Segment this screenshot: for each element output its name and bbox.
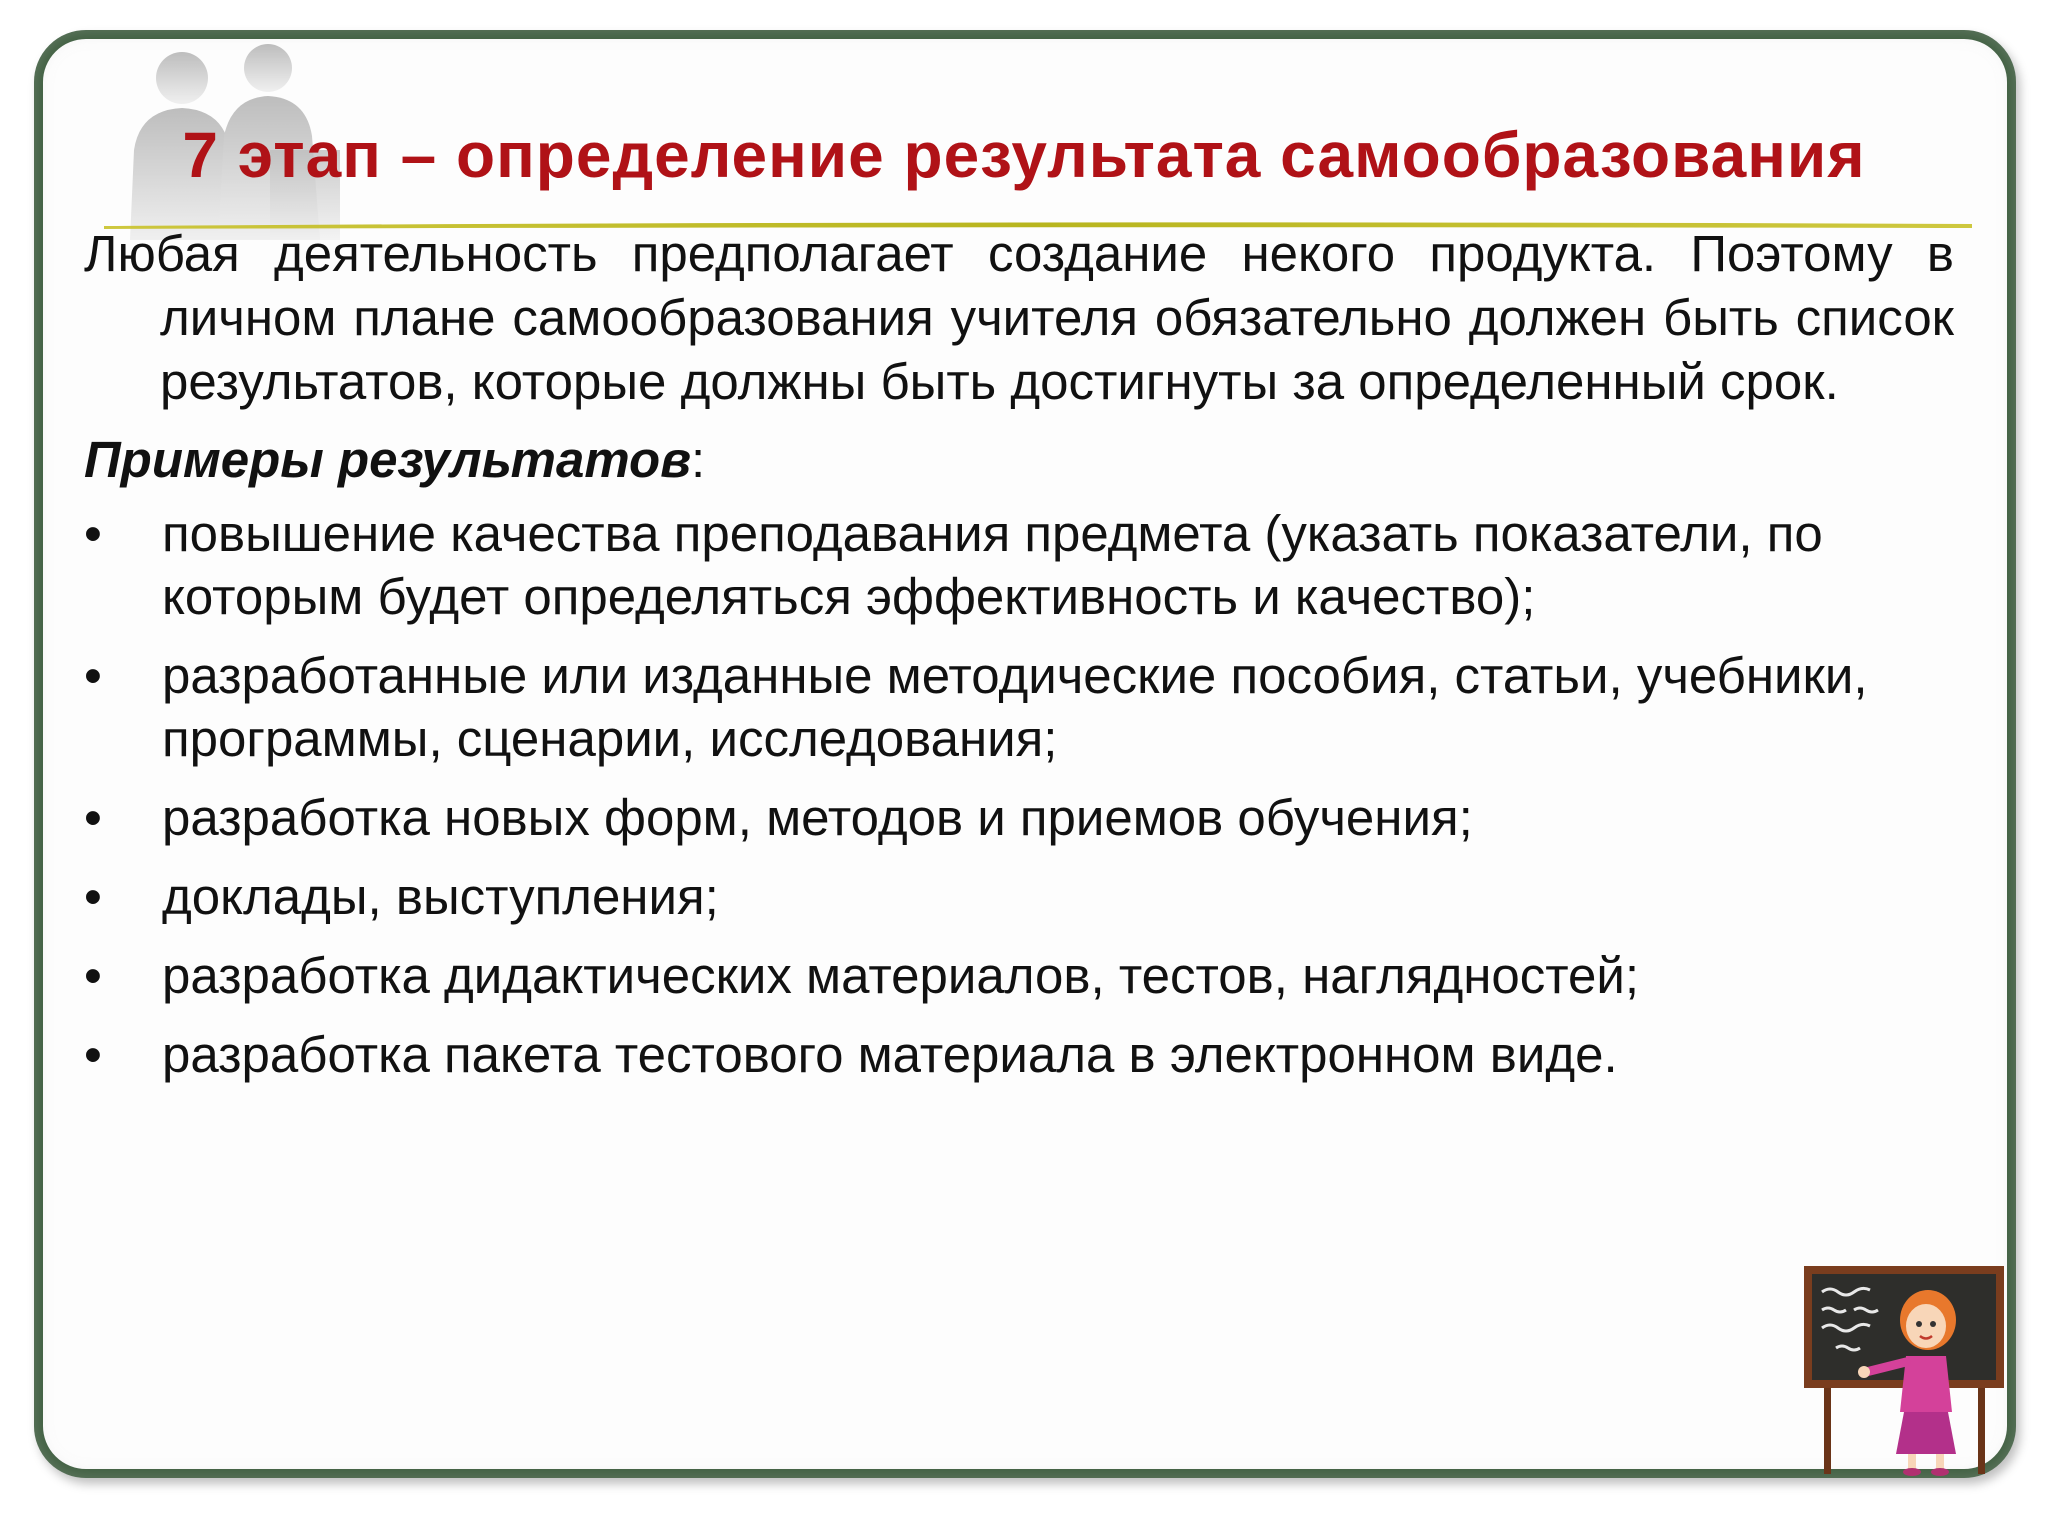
list-item bbox=[84, 865, 1954, 928]
list-item-text: разработка дидактических материалов, тестов, наглядностей; bbox=[162, 947, 1640, 1004]
teacher-blackboard-icon bbox=[1796, 1262, 2016, 1477]
bullet: • bbox=[84, 868, 102, 925]
examples-label: Примеры результатов bbox=[84, 431, 691, 488]
slide-body bbox=[84, 222, 1954, 1102]
list-item bbox=[84, 1023, 1954, 1086]
bullet: • bbox=[84, 947, 102, 1004]
list-item-text: разработка пакета тестового материала в электронном виде. bbox=[162, 1026, 1618, 1083]
list-item bbox=[84, 944, 1954, 1007]
intro-paragraph: Любая деятельность предполагает создание некого продукта. Поэтому в личном плане самообразования учителя обязательно должен быть список результатов, которые должны быть достигнуты за определенный срок. bbox=[84, 225, 1954, 410]
bullet: • bbox=[84, 505, 102, 562]
results-list bbox=[84, 502, 1954, 1086]
list-item bbox=[84, 644, 1954, 770]
examples-colon: : bbox=[691, 431, 706, 488]
bullet: • bbox=[84, 789, 102, 846]
list-item-text: разработанные или изданные методические пособия, статьи, учебники, программы, сценарии, исследования; bbox=[162, 647, 1868, 767]
slide-title: 7 этап – определение результата самообразования bbox=[182, 119, 1866, 191]
list-item-text: разработка новых форм, методов и приемов обучения; bbox=[162, 789, 1473, 846]
bullet: • bbox=[84, 1026, 102, 1083]
list-item bbox=[84, 502, 1954, 628]
list-item bbox=[84, 786, 1954, 849]
list-item-text: доклады, выступления; bbox=[162, 868, 719, 925]
bullet: • bbox=[84, 647, 102, 704]
examples-heading bbox=[84, 426, 1954, 494]
list-item-text: повышение качества преподавания предмета (указать показатели, по которым будет определяться эффективность и качество); bbox=[162, 505, 1823, 625]
